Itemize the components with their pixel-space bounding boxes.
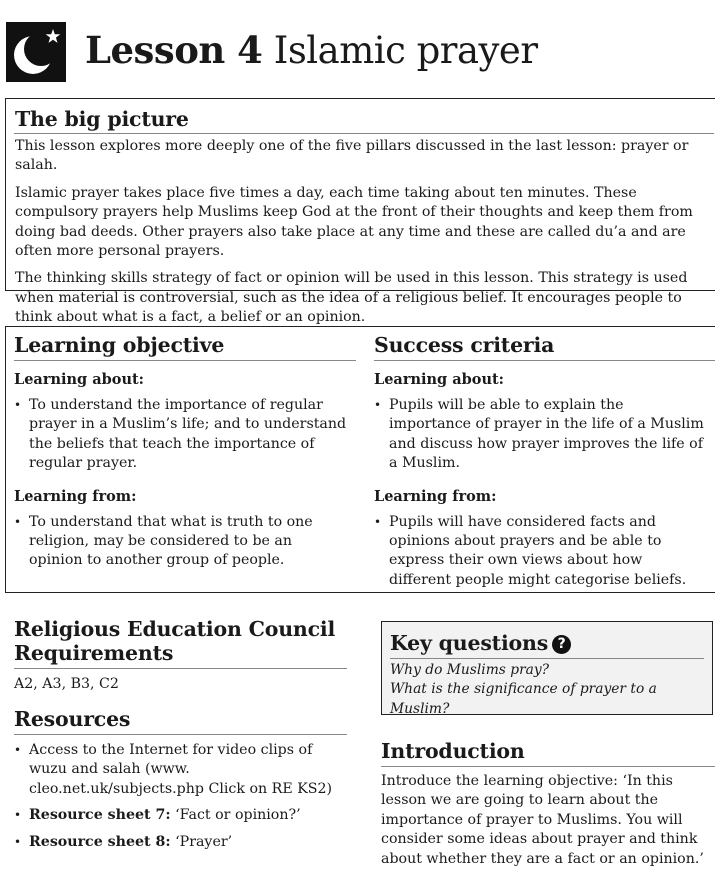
lesson-number: Lesson 4 xyxy=(85,28,263,72)
resource-sheet-label: Resource sheet 8: xyxy=(29,833,171,850)
council-section xyxy=(14,617,347,694)
learning-objective-heading: Learning objective xyxy=(14,333,225,357)
introduction-section xyxy=(381,739,715,869)
introduction-heading: Introduction xyxy=(381,739,525,763)
page-title xyxy=(85,28,538,72)
big-picture-paragraph: This lesson explores more deeply one of the five pillars discussed in the last lesson: prayer or salah. xyxy=(15,138,689,174)
key-questions-heading: Key questions ? xyxy=(390,631,704,655)
big-picture-paragraph: Islamic prayer takes place five times a day, each time taking about ten minutes. These compulsory prayers help Muslims keep God at the front of their thoughts and keep them from doing bad deeds. Other prayers also take place at any time and these are called du’a and are often more personal prayers. xyxy=(15,184,693,260)
big-picture-heading: The big picture xyxy=(15,107,189,131)
list-item xyxy=(14,806,347,825)
council-heading: Religious Education Council Requirements xyxy=(14,617,336,665)
lesson-name: Islamic prayer xyxy=(273,29,538,72)
resources-heading: Resources xyxy=(14,707,131,731)
big-picture-paragraph: The thinking skills strategy of fact or opinion will be used in this lesson. This strategy is used when material is controversial, such as the idea of a religious belief. It encourages people to think about what is a fact, a belief or an opinion. xyxy=(15,270,688,326)
list-item: • Pupils will have considered facts and opinions about prayers and be able to express their own views about how different people might categorise beliefs. xyxy=(374,513,704,591)
list-item xyxy=(14,833,347,852)
resource-sheet-title: ‘Prayer’ xyxy=(170,833,233,850)
list-item: • To understand the importance of regular prayer in a Muslim’s life; and to understand the beliefs that teach the importance of regular prayer. xyxy=(14,396,349,474)
learning-from-label: Learning from: xyxy=(374,487,497,505)
success-criteria-heading: Success criteria xyxy=(374,333,555,357)
learning-from-label: Learning from: xyxy=(14,487,137,505)
key-questions-box xyxy=(381,621,713,715)
question-circle-icon: ? xyxy=(552,635,571,654)
council-codes: A2, A3, B3, C2 xyxy=(14,676,119,692)
success-criteria-section xyxy=(374,333,715,590)
list-item: • To understand that what is truth to one religion, may be considered to be an opinion to another group of people. xyxy=(14,513,349,571)
big-picture-box xyxy=(5,98,715,326)
resource-sheet-label: Resource sheet 7: xyxy=(29,807,171,824)
list-item: • Access to the Internet for video clips of wuzu and salah (www. cleo.net.uk/subjects.php Click on RE KS2) xyxy=(14,741,347,799)
list-item: • Pupils will be able to explain the importance of prayer in the life of a Muslim and discuss how prayer improves the life of a Muslim. xyxy=(374,396,704,474)
learning-objective-section xyxy=(14,333,356,571)
introduction-text: Introduce the learning objective: ‘In this lesson we are going to learn about the importance of prayer to Muslims. You will consider some ideas about prayer and think about whether they are a fact or an opinion.’ xyxy=(381,773,704,867)
learning-about-label: Learning about: xyxy=(374,371,505,388)
key-question: What is the significance of prayer to a Muslim? xyxy=(390,681,657,717)
crescent-star-icon xyxy=(6,22,66,82)
resource-sheet-title: ‘Fact or opinion?’ xyxy=(170,807,301,824)
learning-about-label: Learning about: xyxy=(14,371,145,388)
resources-section xyxy=(14,707,347,852)
key-question: Why do Muslims pray? xyxy=(390,662,550,678)
